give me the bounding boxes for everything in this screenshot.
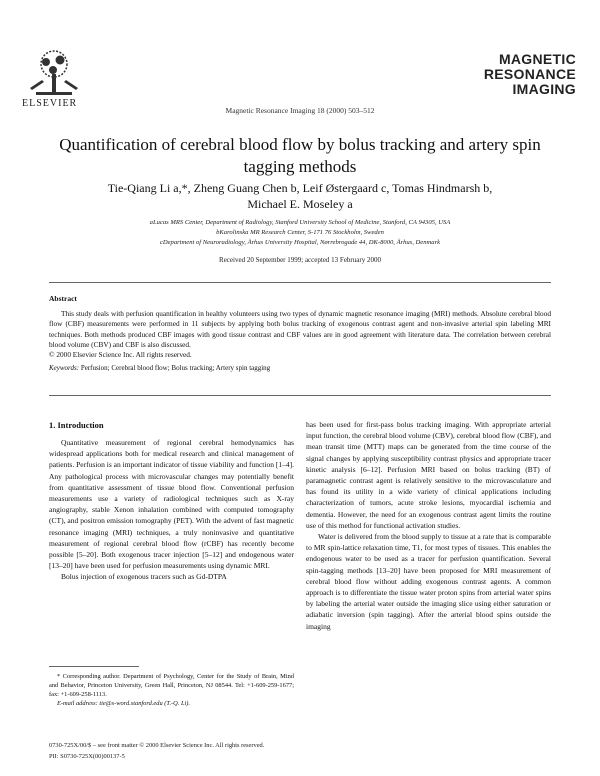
abstract-body [49, 309, 551, 360]
article-title: Quantification of cerebral blood flow by bolus tracking and artery spin tagging methods [59, 135, 541, 176]
paragraph: Bolus injection of exogenous tracers such as Gd-DTPA [61, 572, 227, 582]
brand-line-3: IMAGING [512, 81, 576, 97]
paragraph: has been used for first-pass bolus tracking imaging. With appropriate arterial input function, the cerebral blood volume (CBV), cerebral blood flow (CBF), and mean transit time (MTT) maps can be generated from the time course of the signal changes by applying susceptibility contrast physics and appropriate tracer kinetic analysis [6–12]. Perfusion MRI based on bolus tracking (BT) of paramagnetic contrast agent is relatively sensitive to the microvasculature and has found its utility in a wide variety of clinical applications including characterization of tumors, acute stroke lesions, myocardial ischemia and dementia. However, the need for an exogenous contrast agent limits the routine use of this method for functional activation studies. [306, 420, 551, 530]
brand-line-2: RESONANCE [483, 66, 576, 82]
paragraph: Water is delivered from the blood supply to tissue at a rate that is comparable to MR spin-lattice relaxation time, T1, for most types of tissues. This enables the endogenous water to be used as a tracer for perfusion quantification. Several spin-tagging methods [13–20] have been proposed for MRI measurement of cerebral blood flow without adding exogenous contrast agents. A common approach is to differentiate the tissue water proton spins from arterial water spins by labeling the arterial water outside the imaging slice using either saturation or adiabatic inversion (spin tagging). After the arterial blood spins outside the imaging [306, 532, 551, 631]
issn-line: 0730-725X/00/$ – see front matter © 2000 Elsevier Science Inc. All rights reserved. [49, 742, 265, 749]
email-note: E-mail address: tie@s-word.stanford.edu (T.-Q. Li). [57, 700, 191, 707]
left-column [49, 437, 294, 583]
affiliation-b: bKarolinska MR Research Center, S-171 76 Stockholm, Sweden [216, 229, 384, 236]
right-column [306, 419, 551, 632]
keywords-label: Keywords: [49, 364, 80, 372]
corresponding-author-note: * Corresponding author. Department of Psychology, Center for the Study of Brain, Mind and Behavior, Princeton University, Green Hall, Princeton, NJ 08544. Tel: +1-609-259-1677; fax: +1-609-258-1113. [49, 673, 294, 698]
authors-line-1: Tie-Qiang Li a,*, Zheng Guang Chen b, Leif Østergaard c, Tomas Hindmarsh b, [107, 181, 493, 195]
keywords [49, 364, 551, 372]
journal-citation: Magnetic Resonance Imaging 18 (2000) 503–512 [225, 106, 375, 115]
abstract-top-rule [49, 282, 551, 283]
section-heading: 1. Introduction [49, 420, 104, 430]
received-dates: Received 20 September 1999; accepted 13 February 2000 [219, 256, 381, 264]
elsevier-tree-logo [22, 48, 86, 102]
keywords-text: Perfusion; Cerebral blood flow; Bolus tracking; Artery spin tagging [79, 364, 271, 372]
footnote [49, 672, 294, 708]
abstract-copyright: © 2000 Elsevier Science Inc. All rights reserved. [49, 350, 192, 360]
footnote-rule [49, 666, 139, 667]
author-list [40, 180, 560, 212]
pii-line: PII: S0730-725X(00)00137-5 [49, 753, 125, 760]
affiliations [40, 218, 560, 248]
brand-line-1: MAGNETIC [498, 51, 576, 67]
paragraph: Quantitative measurement of regional cerebral hemodynamics has widespread applications both for medical research and clinical management of patients. Perfusion is an important indicator of tissue viability and function [1–4]. Any pathological process with microvascular changes may potentially benefit from quantitative assessment of tissue blood flow. Conventional perfusion measurements use a variety of radiological techniques such as X-ray angiography, stable Xenon inhalation combined with computed tomography (CT), and positron emission tomography (PET). With the advent of fast magnetic resonance imaging (MRI) techniques, a truly noninvasive and quantitative measurement of regional cerebral blood flow (rCBF) has recently become possible [5–20]. Both exogenous tracer injection [5–12] and endogenous water [13–20] have been used for perfusion measurements using dynamic MRI. [49, 438, 294, 571]
authors-line-2: Michael E. Moseley a [247, 197, 353, 211]
abstract-text: This study deals with perfusion quantification in healthy volunteers using two types of dynamic magnetic resonance imaging (MRI) methods. Absolute cerebral blood flow (CBF) measurements were performed in 11 subjects by applying both bolus tracking of exogenous contrast agent and non-invasive arterial spin labeling MRI techniques. Both methods produced CBF images with good tissue contrast and CBF values are in good agreement with literature data. The correlation between cerebral blood volume (CBV) and CBF is also discussed. [49, 309, 551, 349]
affiliation-c: cDepartment of Neuroradiology, Århus University Hospital, Nørrebrogade 44, DK-8000, Århus, Denmark [159, 239, 441, 246]
journal-brand [478, 52, 576, 97]
publisher-name: ELSEVIER [22, 98, 78, 109]
abstract-heading: Abstract [49, 294, 77, 303]
abstract-bottom-rule [49, 395, 551, 396]
affiliation-a: aLucas MRS Center, Department of Radiology, Stanford University School of Medicine, Stanford, CA 94305, USA [149, 219, 451, 226]
